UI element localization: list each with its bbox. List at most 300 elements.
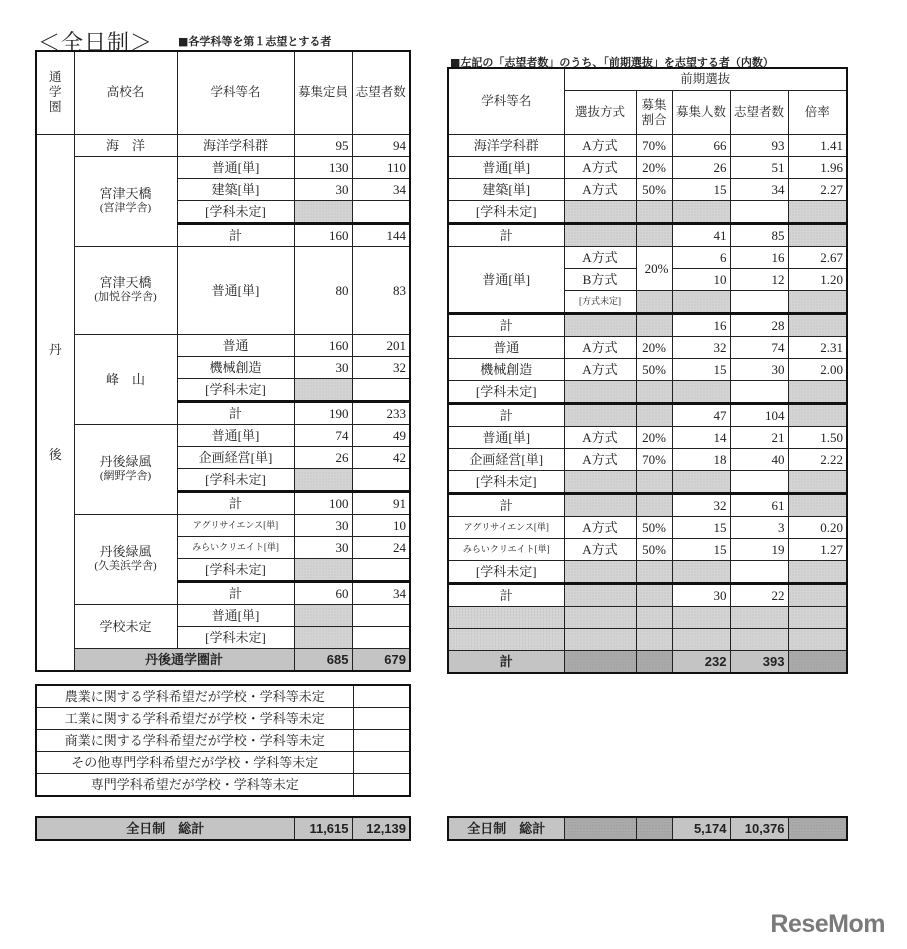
column-header	[564, 68, 847, 91]
label-cell: 計	[177, 401, 294, 424]
table-row	[36, 156, 410, 178]
cell-text: 募集定員	[297, 85, 348, 100]
value-cell: 61	[730, 494, 788, 517]
empty-cell	[352, 200, 410, 223]
label-cell: 工業に関する学科希望だが学校・学科等未定	[36, 708, 353, 730]
value-cell: 74	[730, 337, 788, 359]
label-cell: 機械創造	[177, 356, 294, 378]
shaded-cell	[788, 291, 847, 314]
value-cell: 130	[294, 156, 352, 178]
school-campus: (久美浜学舎)	[94, 560, 157, 572]
table-row	[36, 752, 410, 774]
value-cell: 22	[730, 584, 788, 607]
shaded-cell	[564, 584, 636, 607]
value-cell: 160	[294, 334, 352, 356]
column-header	[448, 68, 564, 135]
label-cell: [学科未定]	[177, 468, 294, 491]
label-cell: 建築[単]	[448, 179, 564, 201]
value-cell: 95	[294, 134, 352, 156]
shaded-cell	[636, 817, 672, 840]
value-cell: 2.67	[788, 247, 847, 269]
cell-text: 志望者数	[733, 105, 784, 119]
shaded-cell	[788, 471, 847, 494]
label-cell	[74, 648, 294, 671]
school-campus: (加悦谷学舎)	[94, 291, 157, 303]
value-cell: 12,139	[352, 817, 410, 840]
value-cell: 14	[672, 427, 730, 449]
label-cell: 普通	[448, 337, 564, 359]
table-row	[448, 517, 847, 539]
cell-text: 選抜方式	[574, 105, 625, 119]
label-cell: A方式	[564, 427, 636, 449]
value-cell: 70%	[636, 449, 672, 471]
value-cell: 10	[672, 269, 730, 291]
cell-text: 峰 山	[105, 371, 145, 387]
shaded-cell	[294, 200, 352, 223]
label-cell: 普通[単]	[448, 427, 564, 449]
cell-text: 丹 後	[48, 342, 62, 462]
cell-text: [方式未定]	[579, 296, 621, 306]
empty-cell	[352, 468, 410, 491]
shaded-cell	[564, 651, 636, 674]
table-row	[448, 404, 847, 427]
value-cell: 24	[352, 536, 410, 558]
value-cell: 160	[294, 223, 352, 246]
table-row	[448, 157, 847, 179]
label-cell: 計	[177, 491, 294, 514]
value-cell: 1.20	[788, 269, 847, 291]
shaded-cell	[564, 314, 636, 337]
label-cell	[36, 134, 74, 671]
table-row	[448, 135, 847, 157]
value-cell: 1.50	[788, 427, 847, 449]
resemom-logo: ReseMom	[770, 910, 885, 938]
shaded-cell	[636, 561, 672, 584]
value-cell: 110	[352, 156, 410, 178]
cell-text: 宮津天橋	[99, 275, 152, 290]
header-row	[36, 51, 410, 134]
value-cell: 34	[730, 179, 788, 201]
column-header	[636, 91, 672, 135]
column-header	[672, 91, 730, 135]
shaded-cell	[788, 651, 847, 674]
cell-text: 学校未定	[99, 618, 152, 634]
value-cell: 1.27	[788, 539, 847, 561]
shaded-cell	[788, 817, 847, 840]
value-cell: 30	[294, 536, 352, 558]
cell-text: 宮津天橋	[99, 186, 152, 201]
table-row	[448, 471, 847, 494]
shaded-cell	[294, 468, 352, 491]
value-cell: 91	[352, 491, 410, 514]
value-cell: 50%	[636, 539, 672, 561]
empty-cell	[353, 730, 410, 752]
label-cell: 計	[177, 223, 294, 246]
value-cell: 34	[352, 178, 410, 200]
label-cell: 普通[単]	[177, 246, 294, 334]
shaded-cell	[564, 404, 636, 427]
shaded-cell	[564, 224, 636, 247]
value-cell: 11,615	[294, 817, 352, 840]
shaded-cell	[564, 201, 636, 224]
shaded-cell	[730, 607, 788, 629]
cell-text: 丹後通学圏計	[144, 651, 223, 667]
value-cell: 40	[730, 449, 788, 471]
value-cell: 30	[294, 514, 352, 536]
shaded-cell	[788, 494, 847, 517]
label-cell: 普通	[177, 334, 294, 356]
table-row	[36, 424, 410, 446]
value-cell: 2.27	[788, 179, 847, 201]
value-cell: 30	[730, 359, 788, 381]
empty-cell	[352, 378, 410, 401]
shaded-cell	[672, 561, 730, 584]
empty-cell	[353, 708, 410, 730]
label-cell: その他専門学科希望だが学校・学科等未定	[36, 752, 353, 774]
value-cell: 104	[730, 404, 788, 427]
value-cell: 10	[352, 514, 410, 536]
label-cell: A方式	[564, 179, 636, 201]
shaded-cell	[636, 494, 672, 517]
value-cell: 3	[730, 517, 788, 539]
shaded-cell	[672, 607, 730, 629]
value-cell: 2.22	[788, 449, 847, 471]
table-row	[448, 539, 847, 561]
column-header	[564, 91, 636, 135]
early-selection-table	[447, 67, 848, 674]
label-cell: 機械創造	[448, 359, 564, 381]
table-row	[448, 651, 847, 674]
value-cell: 393	[730, 651, 788, 674]
empty-cell	[730, 291, 788, 314]
cell-text: 前期選抜	[680, 72, 731, 86]
shaded-cell	[294, 558, 352, 581]
shaded-cell	[294, 604, 352, 626]
label-cell: 建築[単]	[177, 178, 294, 200]
value-cell: 232	[672, 651, 730, 674]
value-cell: 20%	[636, 157, 672, 179]
table-row	[448, 381, 847, 404]
value-cell: 20%	[636, 337, 672, 359]
value-cell: 30	[672, 584, 730, 607]
grand-total-left	[35, 816, 411, 841]
value-cell: 18	[672, 449, 730, 471]
cell-text: 20%	[644, 261, 669, 276]
label-cell: A方式	[564, 449, 636, 471]
table-row	[448, 337, 847, 359]
cell-text: 丹後緑風	[99, 454, 152, 469]
label-cell: 計	[448, 404, 564, 427]
label-cell: [学科未定]	[448, 471, 564, 494]
shaded-cell	[636, 291, 672, 314]
label-cell: 普通[単]	[177, 156, 294, 178]
value-cell: 10,376	[730, 817, 788, 840]
cell-text: 海 洋	[105, 137, 145, 153]
cell-text: 学科等名	[210, 85, 261, 100]
label-cell: 計	[448, 224, 564, 247]
value-cell: 32	[672, 494, 730, 517]
shaded-cell	[448, 607, 564, 629]
value-cell: 201	[352, 334, 410, 356]
label-cell: 海洋学科群	[177, 134, 294, 156]
label-cell: [学科未定]	[177, 626, 294, 648]
value-cell: 66	[672, 135, 730, 157]
table-row	[448, 427, 847, 449]
table-row	[448, 584, 847, 607]
value-cell: 1.41	[788, 135, 847, 157]
value-cell: 42	[352, 446, 410, 468]
value-cell: 12	[730, 269, 788, 291]
label-cell	[448, 539, 564, 561]
right-table-caption: ■左記の「志望者数」のうち、「前期選抜」を志望する者（内数）	[450, 56, 774, 69]
value-cell: 16	[730, 247, 788, 269]
value-cell: 83	[352, 246, 410, 334]
table-row	[448, 494, 847, 517]
value-cell: 74	[294, 424, 352, 446]
column-header	[36, 51, 74, 134]
value-cell: 50%	[636, 517, 672, 539]
value-cell: 49	[352, 424, 410, 446]
shaded-cell	[636, 314, 672, 337]
value-cell: 15	[672, 539, 730, 561]
school-campus: (網野学舎)	[99, 470, 152, 482]
empty-cell	[730, 561, 788, 584]
empty-cell	[352, 604, 410, 626]
value-cell: 679	[352, 648, 410, 671]
label-cell: 商業に関する学科希望だが学校・学科等未定	[36, 730, 353, 752]
shaded-cell	[672, 629, 730, 651]
empty-cell	[730, 201, 788, 224]
value-cell: 233	[352, 401, 410, 424]
label-cell: [学科未定]	[177, 558, 294, 581]
value-cell: 6	[672, 247, 730, 269]
value-cell: 50%	[636, 179, 672, 201]
value-cell: 144	[352, 223, 410, 246]
shaded-cell	[788, 607, 847, 629]
shaded-cell	[564, 817, 636, 840]
value-cell: 0.20	[788, 517, 847, 539]
table-row	[448, 201, 847, 224]
value-cell: 51	[730, 157, 788, 179]
label-cell: 普通[単]	[177, 604, 294, 626]
shaded-cell	[636, 381, 672, 404]
table-row	[448, 179, 847, 201]
label-cell	[74, 156, 177, 246]
value-cell: 21	[730, 427, 788, 449]
label-cell	[74, 246, 177, 334]
label-cell: B方式	[564, 269, 636, 291]
shaded-cell	[730, 629, 788, 651]
value-cell: 19	[730, 539, 788, 561]
label-cell: 計	[177, 581, 294, 604]
value-cell: 30	[294, 356, 352, 378]
label-cell: 普通[単]	[448, 157, 564, 179]
grand-total-right	[447, 816, 848, 841]
table-row	[448, 247, 847, 269]
label-cell: 普通[単]	[177, 424, 294, 446]
shaded-cell	[636, 651, 672, 674]
value-cell: 15	[672, 517, 730, 539]
value-cell: 70%	[636, 135, 672, 157]
shaded-cell	[788, 629, 847, 651]
shaded-cell	[636, 584, 672, 607]
empty-cell	[353, 752, 410, 774]
value-cell: 30	[294, 178, 352, 200]
shaded-cell	[788, 561, 847, 584]
shaded-cell	[636, 404, 672, 427]
empty-cell	[730, 471, 788, 494]
label-cell: 専門学科希望だが学校・学科等未定	[36, 774, 353, 797]
cell-text: 募集 割合	[641, 97, 667, 127]
label-cell: 全日制 総計	[36, 817, 294, 840]
value-cell: 190	[294, 401, 352, 424]
column-header	[352, 51, 410, 134]
label-cell: A方式	[564, 359, 636, 381]
label-cell: 全日制 総計	[448, 817, 564, 840]
cell-text: アグリサイエンス[単]	[192, 519, 279, 530]
cell-text: 普通[単]	[482, 272, 531, 287]
value-cell: 1.96	[788, 157, 847, 179]
table-row	[36, 246, 410, 334]
table-row	[36, 604, 410, 626]
label-cell: 計	[448, 584, 564, 607]
shaded-cell	[564, 561, 636, 584]
shaded-cell	[448, 629, 564, 651]
value-cell: 50%	[636, 359, 672, 381]
value-cell: 15	[672, 179, 730, 201]
column-header	[74, 51, 177, 134]
label-cell	[74, 334, 177, 424]
value-cell: 34	[352, 581, 410, 604]
shaded-cell	[672, 381, 730, 404]
shaded-cell	[672, 471, 730, 494]
applicants-table	[35, 50, 411, 672]
value-cell: 60	[294, 581, 352, 604]
label-cell: 計	[448, 314, 564, 337]
value-cell: 94	[352, 134, 410, 156]
table-row	[448, 629, 847, 651]
shaded-cell	[788, 584, 847, 607]
table-row	[36, 817, 410, 840]
label-cell: [学科未定]	[177, 378, 294, 401]
table-row	[448, 359, 847, 381]
table-row	[448, 224, 847, 247]
table-row	[448, 449, 847, 471]
shaded-cell	[788, 224, 847, 247]
empty-cell	[352, 626, 410, 648]
school-campus: (宮津学舎)	[99, 202, 152, 214]
value-cell: 47	[672, 404, 730, 427]
label-cell: 企画経営[単]	[177, 446, 294, 468]
value-cell: 26	[672, 157, 730, 179]
value-cell: 26	[294, 446, 352, 468]
table-row	[448, 561, 847, 584]
label-cell	[74, 514, 177, 604]
table-row	[36, 514, 410, 536]
empty-cell	[353, 774, 410, 797]
value-cell: 100	[294, 491, 352, 514]
cell-text: 丹後緑風	[99, 544, 152, 559]
value-cell: 20%	[636, 427, 672, 449]
shaded-cell	[564, 471, 636, 494]
header-row	[448, 68, 847, 91]
label-cell	[74, 424, 177, 514]
empty-cell	[352, 558, 410, 581]
shaded-cell	[564, 607, 636, 629]
shaded-cell	[636, 471, 672, 494]
shaded-cell	[788, 404, 847, 427]
value-cell: 2.31	[788, 337, 847, 359]
table-row	[36, 708, 410, 730]
left-table-caption: ■各学科等を第１志望とする者	[178, 35, 332, 48]
shaded-cell	[636, 201, 672, 224]
label-cell	[74, 134, 177, 156]
shaded-cell	[788, 314, 847, 337]
shaded-cell	[294, 626, 352, 648]
shaded-cell	[672, 201, 730, 224]
cell-text: みらいクリエイト[単]	[462, 544, 550, 554]
shaded-cell	[564, 629, 636, 651]
label-cell: A方式	[564, 157, 636, 179]
table-row	[36, 730, 410, 752]
table-row	[36, 648, 410, 671]
value-cell: 32	[672, 337, 730, 359]
label-cell: [学科未定]	[177, 200, 294, 223]
shaded-cell	[788, 381, 847, 404]
label-cell: 計	[448, 494, 564, 517]
value-cell: 41	[672, 224, 730, 247]
value-cell: 28	[730, 314, 788, 337]
cell-text: 募集人数	[675, 105, 726, 119]
value-cell: 5,174	[672, 817, 730, 840]
empty-cell	[353, 685, 410, 708]
label-cell	[448, 247, 564, 314]
label-cell	[448, 517, 564, 539]
shaded-cell	[636, 629, 672, 651]
value-cell: 16	[672, 314, 730, 337]
shaded-cell	[294, 378, 352, 401]
shaded-cell	[788, 201, 847, 224]
value-cell: 80	[294, 246, 352, 334]
value-cell: 85	[730, 224, 788, 247]
label-cell: 海洋学科群	[448, 135, 564, 157]
cell-text: 学科等名	[481, 94, 532, 108]
undecided-notes-table	[35, 684, 411, 797]
label-cell: [学科未定]	[448, 201, 564, 224]
label-cell: A方式	[564, 539, 636, 561]
shaded-cell	[636, 224, 672, 247]
shaded-cell	[672, 291, 730, 314]
label-cell: A方式	[564, 337, 636, 359]
label-cell: A方式	[564, 517, 636, 539]
value-cell: 93	[730, 135, 788, 157]
label-cell: [学科未定]	[448, 381, 564, 404]
label-cell: A方式	[564, 247, 636, 269]
shaded-cell	[636, 607, 672, 629]
shaded-cell	[564, 381, 636, 404]
label-cell: 企画経営[単]	[448, 449, 564, 471]
label-cell	[177, 514, 294, 536]
cell-text: 倍率	[804, 105, 830, 119]
label-cell	[636, 247, 672, 291]
label-cell: [学科未定]	[448, 561, 564, 584]
column-header	[788, 91, 847, 135]
column-header	[294, 51, 352, 134]
label-cell	[74, 604, 177, 648]
value-cell: 32	[352, 356, 410, 378]
table-row	[36, 334, 410, 356]
table-row	[36, 685, 410, 708]
